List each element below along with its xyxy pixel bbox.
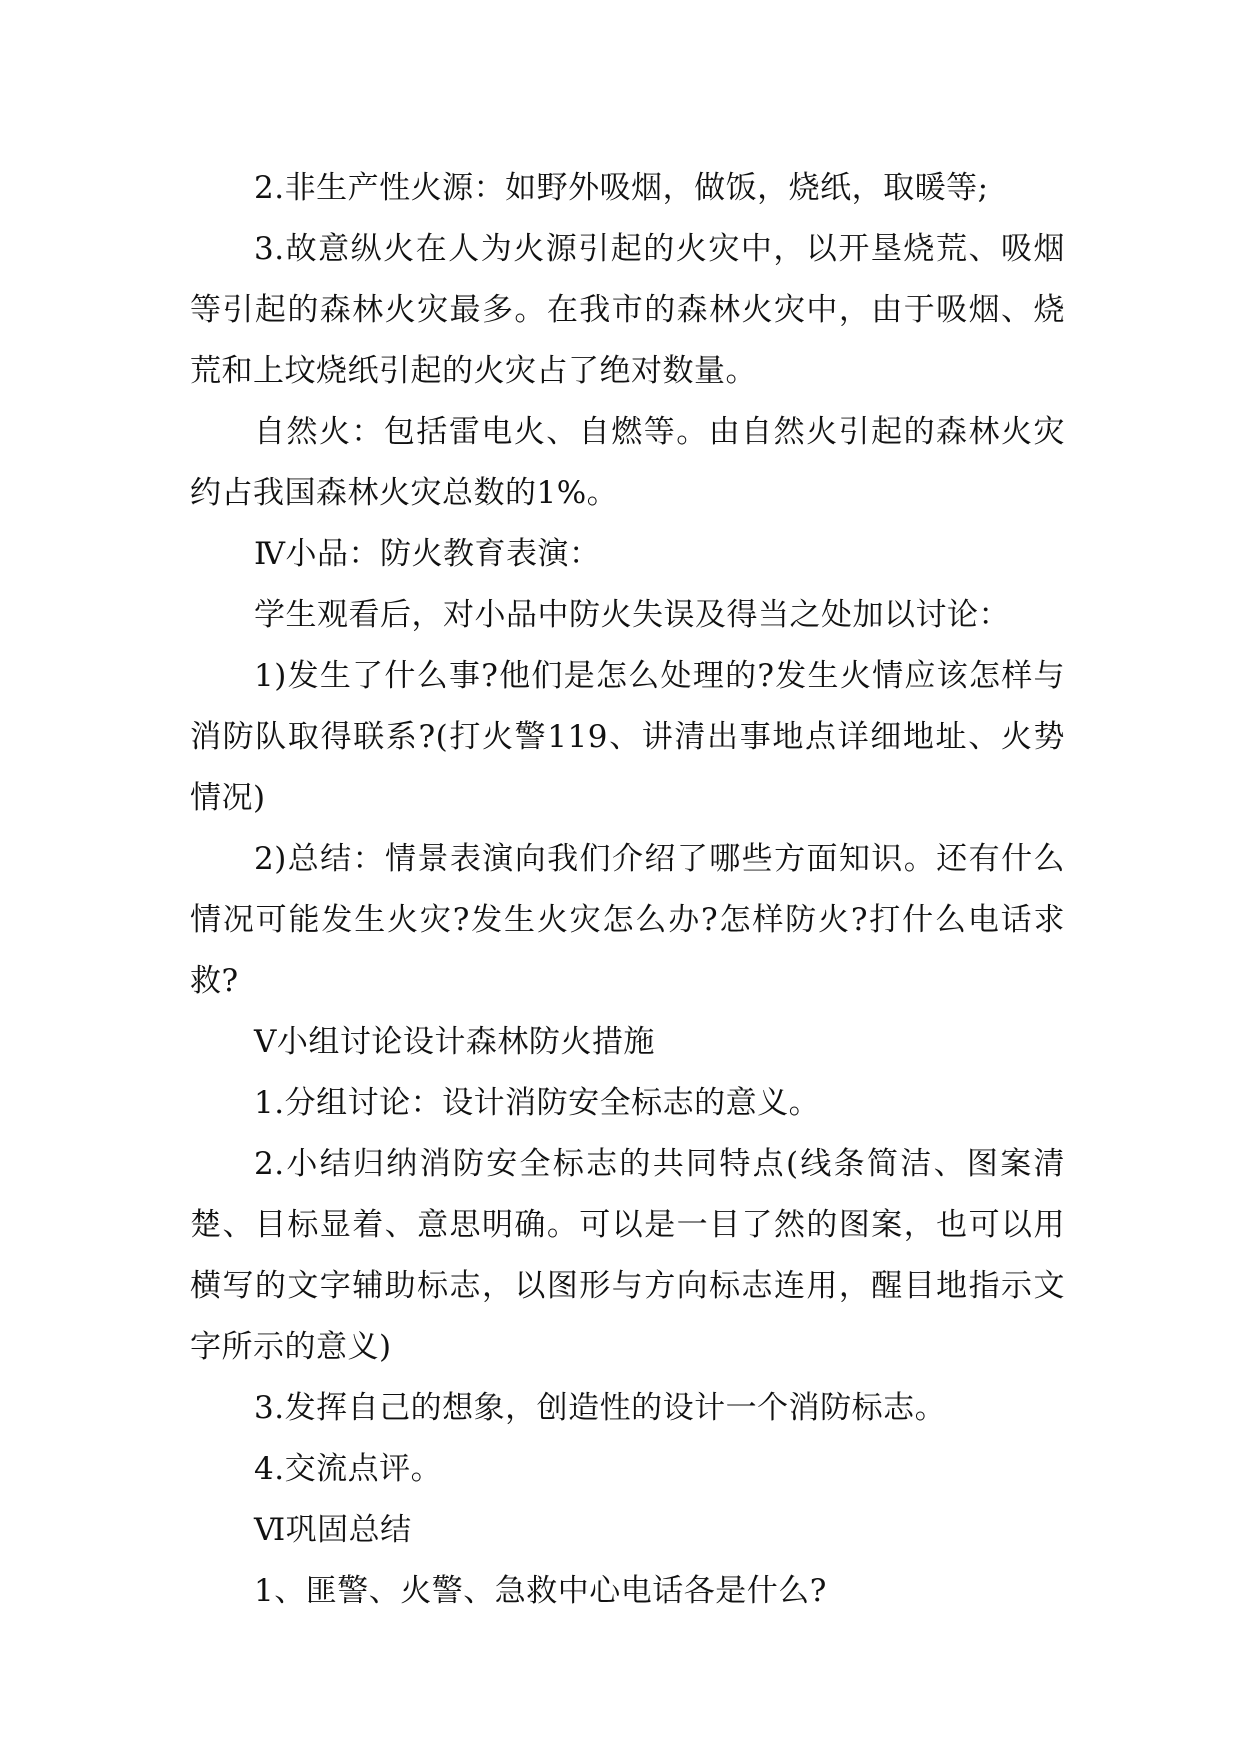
- document-body: [190, 158, 1065, 1622]
- paragraph-step-3: 3.发挥自己的想象，创造性的设计一个消防标志。: [254, 1390, 947, 1426]
- paragraph-step-1: 1.分组讨论：设计消防安全标志的意义。: [254, 1085, 821, 1121]
- paragraph-discussion: 学生观看后，对小品中防火失误及得当之处加以讨论：: [254, 597, 1010, 633]
- paragraph-step-4: 4.交流点评。: [254, 1451, 443, 1487]
- paragraph-step-2: 2.小结归纳消防安全标志的共同特点(线条简洁、图案清楚、目标显着、意思明确。可以是一目了然的图案，也可以用横写的文字辅助标志，以图形与方向标志连用，醒目地指示文字所示的意义): [190, 1146, 1065, 1365]
- paragraph-arson: 3.故意纵火在人为火源引起的火灾中，以开垦烧荒、吸烟等引起的森林火灾最多。在我市的森林火灾中，由于吸烟、烧荒和上坟烧纸引起的火灾占了绝对数量。: [190, 231, 1065, 389]
- section-heading-summary: Ⅵ巩固总结: [254, 1512, 412, 1548]
- paragraph-question-1: 1)发生了什么事?他们是怎么处理的?发生火情应该怎样与消防队取得联系?(打火警119、讲清出事地点详细地址、火势情况): [190, 658, 1065, 816]
- paragraph-summary-question: 1、匪警、火警、急救中心电话各是什么?: [254, 1573, 827, 1609]
- section-heading-group-discussion: Ⅴ小组讨论设计森林防火措施: [254, 1024, 655, 1060]
- paragraph-non-production-fire: 2.非生产性火源：如野外吸烟，做饭，烧纸，取暖等;: [254, 170, 989, 206]
- paragraph-natural-fire: 自然火：包括雷电火、自燃等。由自然火引起的森林火灾约占我国森林火灾总数的1%。: [190, 414, 1065, 511]
- section-heading-skit: Ⅳ小品：防火教育表演：: [254, 536, 601, 572]
- paragraph-question-2: 2)总结：情景表演向我们介绍了哪些方面知识。还有什么情况可能发生火灾?发生火灾怎么办?怎样防火?打什么电话求救?: [190, 841, 1065, 999]
